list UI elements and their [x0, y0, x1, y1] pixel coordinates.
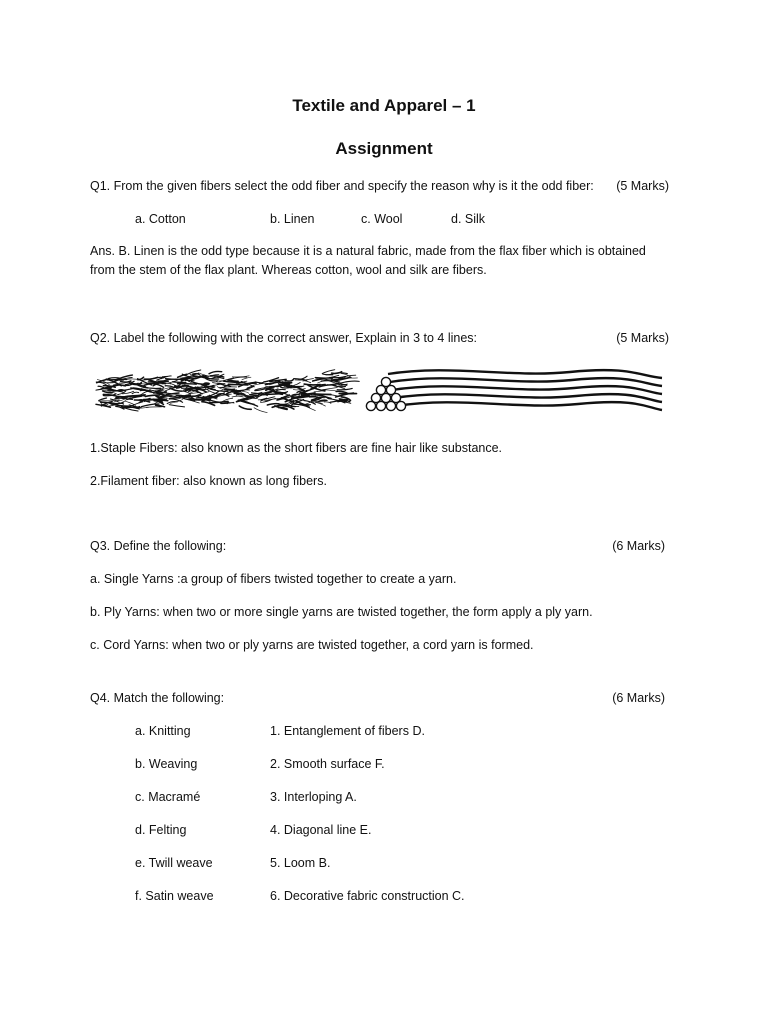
q2-question: Q2. Label the following with the correct answer, Explain in 3 to 4 lines: [90, 331, 478, 345]
q1-marks: (5 Marks) [616, 179, 669, 193]
q1-answer: Ans. B. Linen is the odd type because it is a natural fabric, made from the flax fiber which is obtained from the stem of the flax plant. Whereas cotton, wool and silk are fibers. [90, 244, 646, 277]
q1-option-d: d. Silk [451, 212, 486, 226]
q1-option-a: a. Cotton [135, 212, 186, 226]
q4-right-item: 3. Interloping A. [270, 790, 357, 804]
q4-right-item: 5. Loom B. [270, 856, 331, 870]
q1-option-b: b. Linen [270, 212, 315, 226]
filament-fibers-illustration [360, 366, 666, 416]
q4-left-item: c. Macramé [135, 790, 201, 804]
q3-marks: (6 Marks) [612, 539, 665, 553]
q2-marks: (5 Marks) [616, 331, 669, 345]
q4-left-item: f. Satin weave [135, 889, 214, 903]
q2-answer-1: 1.Staple Fibers: also known as the short fibers are fine hair like substance. [90, 441, 503, 455]
document-title: Textile and Apparel – 1 [292, 96, 476, 115]
staple-fibers-illustration [92, 366, 350, 416]
q3-item-c: c. Cord Yarns: when two or ply yarns are twisted together, a cord yarn is formed. [90, 638, 534, 652]
q4-right-item: 4. Diagonal line E. [270, 823, 372, 837]
q3-question: Q3. Define the following: [90, 539, 227, 553]
q4-left-item: e. Twill weave [135, 856, 213, 870]
q2-answer-2: 2.Filament fiber: also known as long fibers. [90, 474, 327, 488]
q4-right-item: 1. Entanglement of fibers D. [270, 724, 425, 738]
q4-right-item: 2. Smooth surface F. [270, 757, 385, 771]
q4-left-item: d. Felting [135, 823, 187, 837]
q3-item-a: a. Single Yarns :a group of fibers twisted together to create a yarn. [90, 572, 457, 586]
q1-question: Q1. From the given fibers select the odd fiber and specify the reason why is it the odd fiber: [90, 179, 594, 193]
q4-marks: (6 Marks) [612, 691, 665, 705]
q4-left-item: a. Knitting [135, 724, 191, 738]
q4-right-item: 6. Decorative fabric construction C. [270, 889, 465, 903]
q4-left-item: b. Weaving [135, 757, 198, 771]
q3-item-b: b. Ply Yarns: when two or more single yarns are twisted together, the form apply a ply yarn. [90, 605, 593, 619]
document-subtitle: Assignment [335, 139, 433, 158]
q1-option-c: c. Wool [361, 212, 403, 226]
q4-question: Q4. Match the following: [90, 691, 225, 705]
